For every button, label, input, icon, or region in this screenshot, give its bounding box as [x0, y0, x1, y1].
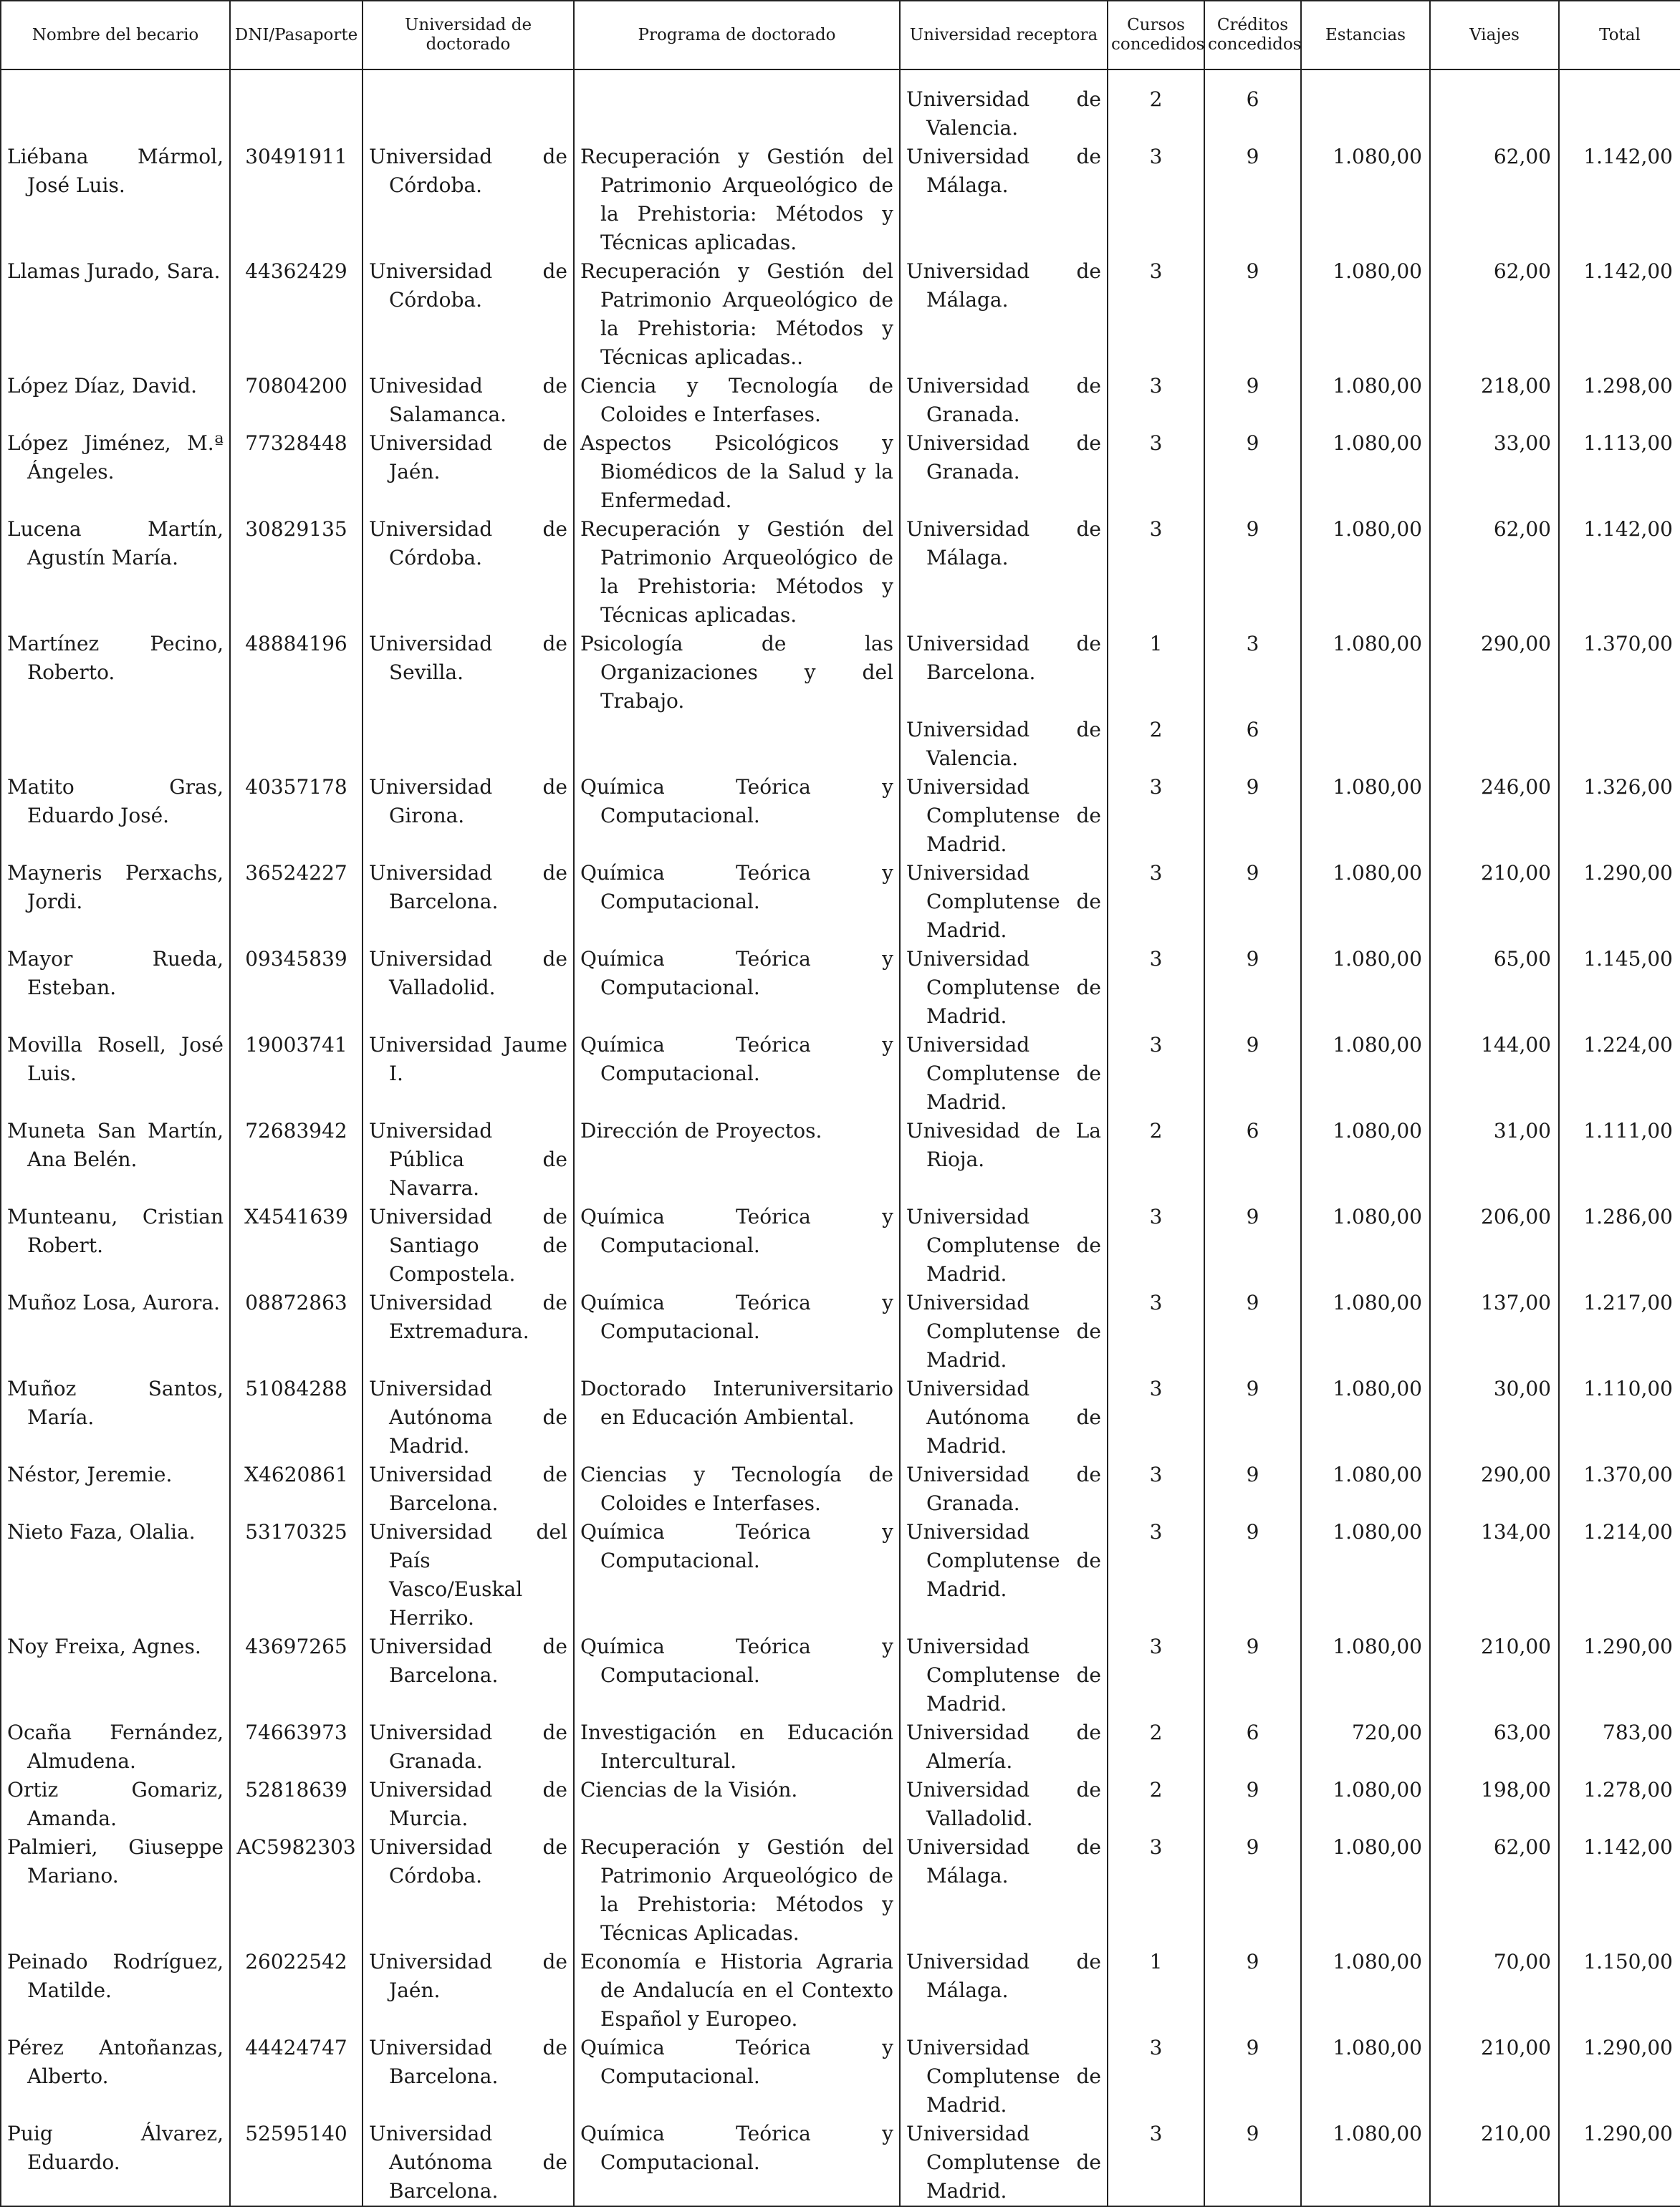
cell-cursos: 3	[1108, 429, 1204, 515]
cell-prog: Química Teórica y Computacional.	[574, 2120, 900, 2206]
cell-name: Muñoz Santos, María.	[1, 1375, 230, 1461]
cell-dni: 40357178	[230, 773, 363, 859]
cell-viajes	[1430, 85, 1559, 143]
cell-creditos: 9	[1204, 1461, 1301, 1518]
cell-viajes: 210,00	[1430, 859, 1559, 945]
cell-creditos: 9	[1204, 515, 1301, 630]
cell-prog: Química Teórica y Computacional.	[574, 1633, 900, 1718]
cell-total: 1.370,00	[1559, 1461, 1680, 1518]
cell-name: Mayneris Perxachs, Jordi.	[1, 859, 230, 945]
cell-estancias: 1.080,00	[1301, 773, 1430, 859]
cell-cursos: 3	[1108, 515, 1204, 630]
cell-total: 1.290,00	[1559, 1633, 1680, 1718]
cell-cursos: 2	[1108, 716, 1204, 773]
cell-viajes: 206,00	[1430, 1203, 1559, 1289]
cell-viajes: 65,00	[1430, 945, 1559, 1031]
cell-dni: 53170325	[230, 1518, 363, 1633]
cell-dni: 26022542	[230, 1948, 363, 2034]
cell-viajes: 246,00	[1430, 773, 1559, 859]
cell-estancias: 1.080,00	[1301, 1117, 1430, 1203]
cell-creditos: 9	[1204, 1375, 1301, 1461]
cell-prog: Recuperación y Gestión del Patrimonio Arqueológico de la Prehistoria: Métodos y Técnicas aplicadas.	[574, 515, 900, 630]
cell-recv: Universidad Complutense de Madrid.	[900, 1633, 1108, 1718]
cell-total: 1.110,00	[1559, 1375, 1680, 1461]
cell-creditos: 9	[1204, 2034, 1301, 2120]
cell-viajes: 30,00	[1430, 1375, 1559, 1461]
cell-estancias: 1.080,00	[1301, 630, 1430, 716]
cell-prog: Recuperación y Gestión del Patrimonio Arqueológico de la Prehistoria: Métodos y Técnicas aplicadas.	[574, 143, 900, 257]
table-row	[1, 1776, 1680, 1833]
cell-name: Movilla Rosell, José Luis.	[1, 1031, 230, 1117]
table-row	[1, 1031, 1680, 1117]
cell-cursos: 3	[1108, 143, 1204, 257]
cell-name: Lucena Martín, Agustín María.	[1, 515, 230, 630]
cell-total: 1.290,00	[1559, 2034, 1680, 2120]
cell-cursos: 3	[1108, 257, 1204, 372]
header-creditos: Créditos concedidos	[1204, 1, 1301, 69]
cell-univ: Universidad de Barcelona.	[363, 1461, 574, 1518]
cell-cursos: 3	[1108, 1031, 1204, 1117]
header-cursos: Cursos concedidos	[1108, 1, 1204, 69]
table-row	[1, 1718, 1680, 1776]
cell-univ: Universidad de Santiago de Compostela.	[363, 1203, 574, 1289]
cell-univ: Universidad de Córdoba.	[363, 515, 574, 630]
cell-viajes: 62,00	[1430, 515, 1559, 630]
cell-creditos: 9	[1204, 1776, 1301, 1833]
cell-name: Peinado Rodríguez, Matilde.	[1, 1948, 230, 2034]
cell-viajes: 198,00	[1430, 1776, 1559, 1833]
cell-name: Muñoz Losa, Aurora.	[1, 1289, 230, 1375]
cell-name: Matito Gras, Eduardo José.	[1, 773, 230, 859]
cell-recv: Universidad Complutense de Madrid.	[900, 2034, 1108, 2120]
cell-creditos: 6	[1204, 85, 1301, 143]
table-row	[1, 515, 1680, 630]
table-row	[1, 85, 1680, 143]
cell-estancias: 720,00	[1301, 1718, 1430, 1776]
table-row	[1, 1289, 1680, 1375]
cell-recv: Universidad de Málaga.	[900, 515, 1108, 630]
cell-total	[1559, 85, 1680, 143]
cell-total: 1.326,00	[1559, 773, 1680, 859]
cell-dni: AC5982303	[230, 1833, 363, 1948]
cell-univ: Universidad de Barcelona.	[363, 1633, 574, 1718]
table-row	[1, 2034, 1680, 2120]
cell-cursos: 3	[1108, 1633, 1204, 1718]
cell-recv: Universidad de Málaga.	[900, 257, 1108, 372]
cell-creditos: 9	[1204, 859, 1301, 945]
cell-creditos: 6	[1204, 716, 1301, 773]
cell-name: Liébana Mármol, José Luis.	[1, 143, 230, 257]
cell-univ: Universidad de Barcelona.	[363, 2034, 574, 2120]
cell-viajes: 70,00	[1430, 1948, 1559, 2034]
cell-estancias: 1.080,00	[1301, 1461, 1430, 1518]
cell-creditos: 9	[1204, 372, 1301, 429]
cell-dni: 30491911	[230, 143, 363, 257]
cell-prog: Recuperación y Gestión del Patrimonio Arqueológico de la Prehistoria: Métodos y Técnicas Aplicadas.	[574, 1833, 900, 1948]
cell-dni: 48884196	[230, 630, 363, 716]
cell-dni: 30829135	[230, 515, 363, 630]
cell-viajes: 62,00	[1430, 1833, 1559, 1948]
cell-creditos: 9	[1204, 945, 1301, 1031]
cell-estancias: 1.080,00	[1301, 859, 1430, 945]
cell-estancias: 1.080,00	[1301, 143, 1430, 257]
cell-dni: 19003741	[230, 1031, 363, 1117]
cell-viajes: 218,00	[1430, 372, 1559, 429]
cell-cursos: 3	[1108, 2120, 1204, 2206]
cell-cursos: 3	[1108, 1203, 1204, 1289]
cell-estancias: 1.080,00	[1301, 257, 1430, 372]
cell-recv: Universidad de Granada.	[900, 429, 1108, 515]
cell-creditos: 6	[1204, 1117, 1301, 1203]
cell-cursos: 3	[1108, 859, 1204, 945]
cell-univ: Universidad de Extremadura.	[363, 1289, 574, 1375]
table-row	[1, 429, 1680, 515]
cell-univ: Universidad Jaume I.	[363, 1031, 574, 1117]
cell-estancias: 1.080,00	[1301, 1833, 1430, 1948]
cell-total: 1.150,00	[1559, 1948, 1680, 2034]
cell-estancias: 1.080,00	[1301, 1948, 1430, 2034]
cell-prog: Química Teórica y Computacional.	[574, 945, 900, 1031]
cell-viajes: 210,00	[1430, 1633, 1559, 1718]
cell-cursos: 3	[1108, 2034, 1204, 2120]
cell-name: Noy Freixa, Agnes.	[1, 1633, 230, 1718]
cell-total: 1.113,00	[1559, 429, 1680, 515]
cell-univ: Universidad Autónoma de Barcelona.	[363, 2120, 574, 2206]
cell-name: Ocaña Fernández, Almudena.	[1, 1718, 230, 1776]
cell-recv: Universidad de Granada.	[900, 1461, 1108, 1518]
cell-estancias: 1.080,00	[1301, 1518, 1430, 1633]
cell-cursos: 3	[1108, 773, 1204, 859]
cell-cursos: 3	[1108, 1833, 1204, 1948]
table-row	[1, 945, 1680, 1031]
cell-recv: Universidad de Málaga.	[900, 143, 1108, 257]
cell-univ: Universidad de Sevilla.	[363, 630, 574, 716]
cell-viajes: 31,00	[1430, 1117, 1559, 1203]
cell-creditos: 9	[1204, 773, 1301, 859]
cell-name: Muneta San Martín, Ana Belén.	[1, 1117, 230, 1203]
cell-univ: Universidad Pública de Navarra.	[363, 1117, 574, 1203]
cell-recv: Universidad Complutense de Madrid.	[900, 1518, 1108, 1633]
cell-dni: 52818639	[230, 1776, 363, 1833]
cell-recv: Univesidad de La Rioja.	[900, 1117, 1108, 1203]
cell-dni: 44424747	[230, 2034, 363, 2120]
cell-name: Nieto Faza, Olalia.	[1, 1518, 230, 1633]
cell-prog: Doctorado Interuniversitario en Educación Ambiental.	[574, 1375, 900, 1461]
cell-viajes: 62,00	[1430, 257, 1559, 372]
cell-recv: Universidad de Valencia.	[900, 716, 1108, 773]
cell-creditos: 9	[1204, 1289, 1301, 1375]
cell-viajes: 134,00	[1430, 1518, 1559, 1633]
cell-univ	[363, 85, 574, 143]
cell-prog	[574, 85, 900, 143]
header-estancias: Estancias	[1301, 1, 1430, 69]
cell-prog: Investigación en Educación Intercultural.	[574, 1718, 900, 1776]
cell-viajes: 144,00	[1430, 1031, 1559, 1117]
header-recv: Universidad receptora	[900, 1, 1108, 69]
cell-dni: 43697265	[230, 1633, 363, 1718]
cell-cursos: 3	[1108, 1375, 1204, 1461]
cell-univ: Universidad de Córdoba.	[363, 257, 574, 372]
cell-creditos: 9	[1204, 257, 1301, 372]
cell-univ: Univesidad de Salamanca.	[363, 372, 574, 429]
cell-univ	[363, 716, 574, 773]
cell-creditos: 9	[1204, 1633, 1301, 1718]
table-row	[1, 257, 1680, 372]
cell-univ: Universidad de Murcia.	[363, 1776, 574, 1833]
cell-recv: Universidad de Málaga.	[900, 1948, 1108, 2034]
cell-cursos: 2	[1108, 1718, 1204, 1776]
cell-name: Puig Álvarez, Eduardo.	[1, 2120, 230, 2206]
table-row	[1, 1461, 1680, 1518]
cell-prog: Química Teórica y Computacional.	[574, 1203, 900, 1289]
cell-total: 1.145,00	[1559, 945, 1680, 1031]
spacer-row	[1, 69, 1680, 85]
cell-cursos: 2	[1108, 85, 1204, 143]
cell-cursos: 2	[1108, 1117, 1204, 1203]
cell-recv: Universidad de Valladolid.	[900, 1776, 1108, 1833]
cell-univ: Universidad de Jaén.	[363, 429, 574, 515]
cell-prog: Ciencias y Tecnología de Coloides e Interfases.	[574, 1461, 900, 1518]
cell-estancias: 1.080,00	[1301, 1289, 1430, 1375]
cell-dni: 77328448	[230, 429, 363, 515]
cell-univ: Universidad de Córdoba.	[363, 1833, 574, 1948]
cell-viajes	[1430, 716, 1559, 773]
cell-total: 1.111,00	[1559, 1117, 1680, 1203]
table-header-row	[1, 1, 1680, 69]
cell-total: 1.290,00	[1559, 859, 1680, 945]
cell-estancias: 1.080,00	[1301, 1031, 1430, 1117]
cell-dni: 36524227	[230, 859, 363, 945]
cell-cursos: 3	[1108, 1518, 1204, 1633]
cell-name: Ortiz Gomariz, Amanda.	[1, 1776, 230, 1833]
cell-creditos: 9	[1204, 1518, 1301, 1633]
cell-total: 1.290,00	[1559, 2120, 1680, 2206]
cell-name: Munteanu, Cristian Robert.	[1, 1203, 230, 1289]
cell-total	[1559, 716, 1680, 773]
cell-viajes: 290,00	[1430, 630, 1559, 716]
table-body	[1, 69, 1680, 2206]
cell-creditos: 9	[1204, 1031, 1301, 1117]
cell-estancias: 1.080,00	[1301, 2034, 1430, 2120]
cell-estancias: 1.080,00	[1301, 1633, 1430, 1718]
cell-prog: Ciencia y Tecnología de Coloides e Interfases.	[574, 372, 900, 429]
cell-prog: Economía e Historia Agraria de Andalucía en el Contexto Español y Europeo.	[574, 1948, 900, 2034]
cell-estancias: 1.080,00	[1301, 1375, 1430, 1461]
header-dni: DNI/Pasaporte	[230, 1, 363, 69]
cell-total: 783,00	[1559, 1718, 1680, 1776]
cell-viajes: 63,00	[1430, 1718, 1559, 1776]
cell-total: 1.298,00	[1559, 372, 1680, 429]
cell-viajes: 33,00	[1430, 429, 1559, 515]
cell-recv: Universidad de Almería.	[900, 1718, 1108, 1776]
cell-total: 1.286,00	[1559, 1203, 1680, 1289]
cell-recv: Universidad Complutense de Madrid.	[900, 1289, 1108, 1375]
cell-recv: Universidad de Granada.	[900, 372, 1108, 429]
cell-univ: Universidad de Córdoba.	[363, 143, 574, 257]
cell-univ: Universidad de Jaén.	[363, 1948, 574, 2034]
cell-prog: Recuperación y Gestión del Patrimonio Arqueológico de la Prehistoria: Métodos y Técnicas aplicadas..	[574, 257, 900, 372]
cell-creditos: 6	[1204, 1718, 1301, 1776]
cell-total: 1.142,00	[1559, 143, 1680, 257]
cell-dni: 52595140	[230, 2120, 363, 2206]
cell-creditos: 3	[1204, 630, 1301, 716]
cell-prog: Ciencias de la Visión.	[574, 1776, 900, 1833]
cell-cursos: 1	[1108, 1948, 1204, 2034]
cell-cursos: 3	[1108, 945, 1204, 1031]
cell-prog: Aspectos Psicológicos y Biomédicos de la Salud y la Enfermedad.	[574, 429, 900, 515]
cell-prog: Química Teórica y Computacional.	[574, 1518, 900, 1633]
cell-univ: Universidad de Barcelona.	[363, 859, 574, 945]
cell-recv: Universidad Complutense de Madrid.	[900, 773, 1108, 859]
table-row	[1, 773, 1680, 859]
cell-estancias: 1.080,00	[1301, 372, 1430, 429]
cell-cursos: 3	[1108, 1461, 1204, 1518]
cell-prog: Química Teórica y Computacional.	[574, 2034, 900, 2120]
cell-total: 1.370,00	[1559, 630, 1680, 716]
cell-prog: Química Teórica y Computacional.	[574, 1289, 900, 1375]
header-prog: Programa de doctorado	[574, 1, 900, 69]
cell-dni: X4541639	[230, 1203, 363, 1289]
cell-name: Mayor Rueda, Esteban.	[1, 945, 230, 1031]
cell-recv: Universidad Complutense de Madrid.	[900, 945, 1108, 1031]
cell-prog: Química Teórica y Computacional.	[574, 859, 900, 945]
cell-prog: Química Teórica y Computacional.	[574, 1031, 900, 1117]
cell-estancias: 1.080,00	[1301, 1203, 1430, 1289]
header-univ: Universidad de doctorado	[363, 1, 574, 69]
cell-prog	[574, 716, 900, 773]
cell-total: 1.142,00	[1559, 515, 1680, 630]
cell-univ: Universidad Autónoma de Madrid.	[363, 1375, 574, 1461]
cell-name: López Jiménez, M.ª Ángeles.	[1, 429, 230, 515]
table-row	[1, 859, 1680, 945]
cell-total: 1.142,00	[1559, 257, 1680, 372]
cell-prog: Psicología de las Organizaciones y del Trabajo.	[574, 630, 900, 716]
cell-name	[1, 716, 230, 773]
cell-name: Pérez Antoñanzas, Alberto.	[1, 2034, 230, 2120]
cell-total: 1.142,00	[1559, 1833, 1680, 1948]
cell-recv: Universidad de Málaga.	[900, 1833, 1108, 1948]
cell-prog: Dirección de Proyectos.	[574, 1117, 900, 1203]
cell-dni: 08872863	[230, 1289, 363, 1375]
cell-name: Néstor, Jeremie.	[1, 1461, 230, 1518]
cell-recv: Universidad Complutense de Madrid.	[900, 1031, 1108, 1117]
cell-creditos: 9	[1204, 1203, 1301, 1289]
cell-dni: 70804200	[230, 372, 363, 429]
table-row	[1, 1117, 1680, 1203]
cell-recv: Universidad Autónoma de Madrid.	[900, 1375, 1108, 1461]
cell-recv: Universidad Complutense de Madrid.	[900, 2120, 1108, 2206]
table-row	[1, 1203, 1680, 1289]
cell-creditos: 9	[1204, 1833, 1301, 1948]
cell-viajes: 210,00	[1430, 2120, 1559, 2206]
cell-cursos: 3	[1108, 372, 1204, 429]
cell-cursos: 3	[1108, 1289, 1204, 1375]
header-viajes: Viajes	[1430, 1, 1559, 69]
cell-viajes: 210,00	[1430, 2034, 1559, 2120]
cell-recv: Universidad de Barcelona.	[900, 630, 1108, 716]
table-row	[1, 1518, 1680, 1633]
header-total: Total	[1559, 1, 1680, 69]
cell-name: Palmieri, Giuseppe Mariano.	[1, 1833, 230, 1948]
cell-recv: Universidad de Valencia.	[900, 85, 1108, 143]
cell-dni: 74663973	[230, 1718, 363, 1776]
cell-creditos: 9	[1204, 429, 1301, 515]
cell-viajes: 62,00	[1430, 143, 1559, 257]
cell-viajes: 290,00	[1430, 1461, 1559, 1518]
table-row	[1, 1375, 1680, 1461]
table-row	[1, 716, 1680, 773]
cell-dni: X4620861	[230, 1461, 363, 1518]
cell-univ: Universidad de Valladolid.	[363, 945, 574, 1031]
cell-dni: 09345839	[230, 945, 363, 1031]
cell-univ: Universidad de Girona.	[363, 773, 574, 859]
cell-name: López Díaz, David.	[1, 372, 230, 429]
cell-cursos: 2	[1108, 1776, 1204, 1833]
cell-name: Martínez Pecino, Roberto.	[1, 630, 230, 716]
cell-viajes: 137,00	[1430, 1289, 1559, 1375]
cell-estancias: 1.080,00	[1301, 515, 1430, 630]
table-row	[1, 2120, 1680, 2206]
cell-creditos: 9	[1204, 143, 1301, 257]
table-row	[1, 1633, 1680, 1718]
cell-total: 1.217,00	[1559, 1289, 1680, 1375]
table-row	[1, 630, 1680, 716]
cell-creditos: 9	[1204, 2120, 1301, 2206]
table-row	[1, 143, 1680, 257]
cell-univ: Universidad de Granada.	[363, 1718, 574, 1776]
cell-estancias: 1.080,00	[1301, 429, 1430, 515]
cell-dni: 72683942	[230, 1117, 363, 1203]
cell-estancias	[1301, 716, 1430, 773]
cell-prog: Química Teórica y Computacional.	[574, 773, 900, 859]
cell-recv: Universidad Complutense de Madrid.	[900, 859, 1108, 945]
cell-total: 1.278,00	[1559, 1776, 1680, 1833]
cell-estancias	[1301, 85, 1430, 143]
cell-total: 1.214,00	[1559, 1518, 1680, 1633]
table-row	[1, 372, 1680, 429]
cell-dni	[230, 716, 363, 773]
header-name: Nombre del becario	[1, 1, 230, 69]
cell-univ: Universidad del País Vasco/Euskal Herriko.	[363, 1518, 574, 1633]
cell-name	[1, 85, 230, 143]
cell-name: Llamas Jurado, Sara.	[1, 257, 230, 372]
cell-estancias: 1.080,00	[1301, 1776, 1430, 1833]
table-row	[1, 1833, 1680, 1948]
cell-estancias: 1.080,00	[1301, 2120, 1430, 2206]
cell-dni	[230, 85, 363, 143]
cell-creditos: 9	[1204, 1948, 1301, 2034]
cell-estancias: 1.080,00	[1301, 945, 1430, 1031]
cell-cursos: 1	[1108, 630, 1204, 716]
cell-dni: 51084288	[230, 1375, 363, 1461]
cell-total: 1.224,00	[1559, 1031, 1680, 1117]
table-row	[1, 1948, 1680, 2034]
cell-recv: Universidad Complutense de Madrid.	[900, 1203, 1108, 1289]
cell-dni: 44362429	[230, 257, 363, 372]
